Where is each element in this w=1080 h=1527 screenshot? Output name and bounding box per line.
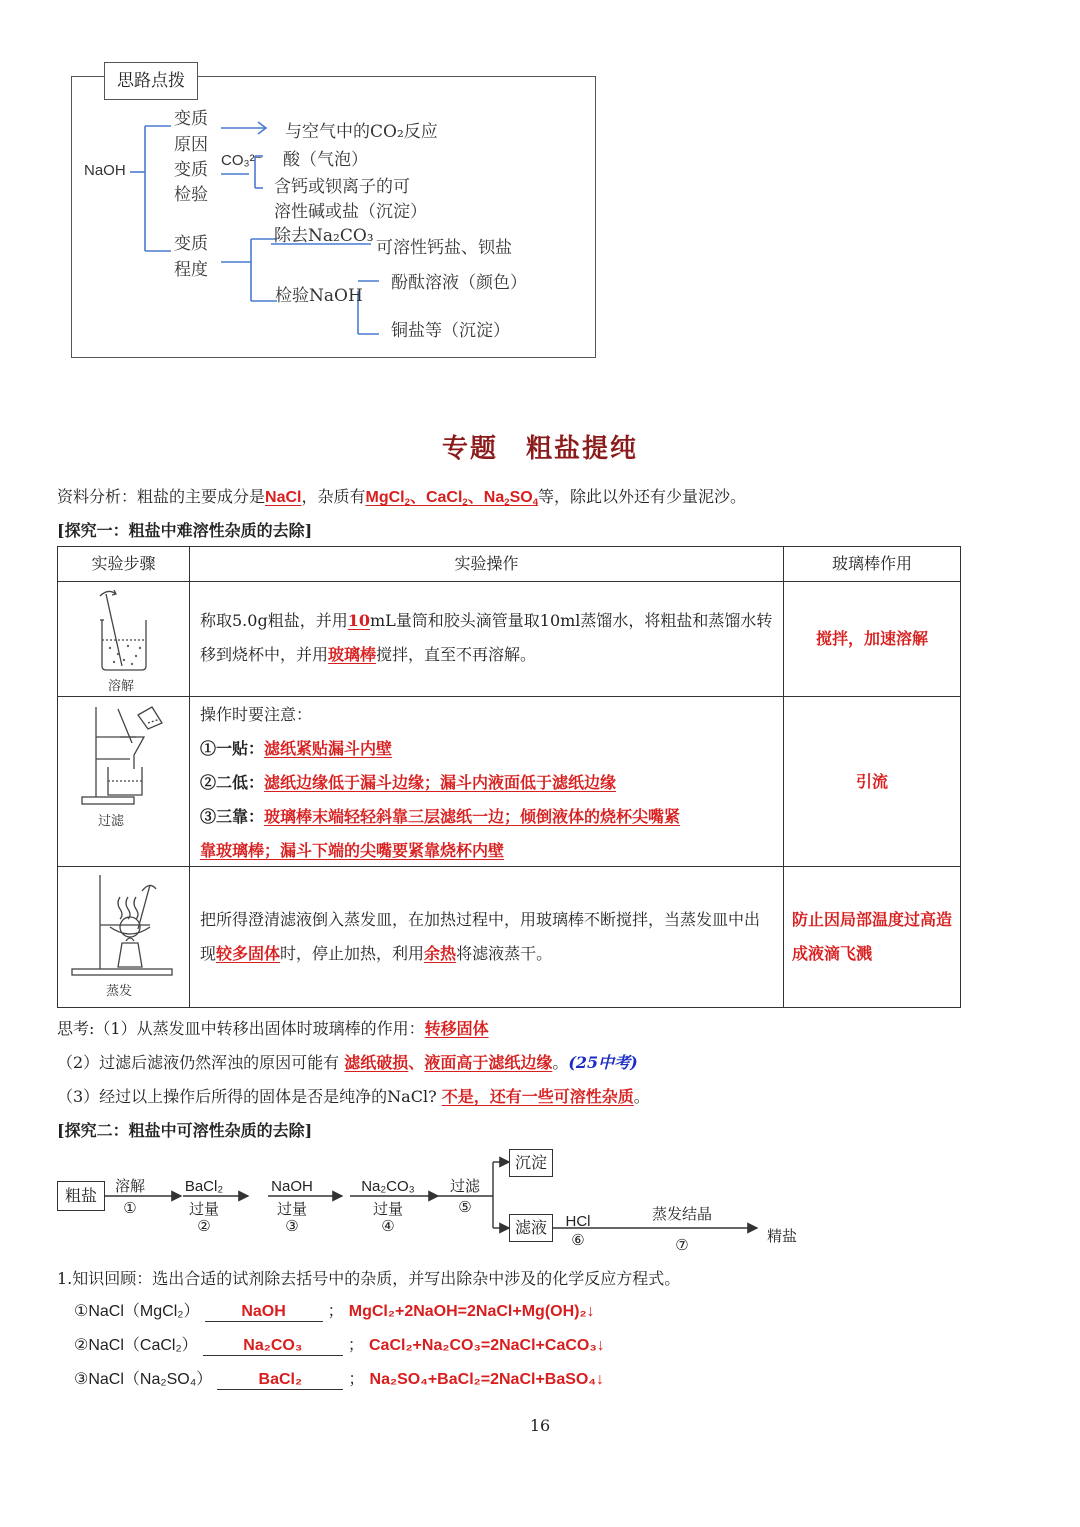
op-evaporate-cell <box>189 866 784 1008</box>
review-intro: 1.知识回顾：选出合适的试剂除去括号中的杂质，并写出除杂中涉及的化学反应方程式。 <box>57 1269 681 1288</box>
ion-label: CO₃²⁻ <box>221 152 263 169</box>
step-dissolve-cell <box>57 581 190 697</box>
flow-s2-bot: 过量 <box>188 1200 219 1218</box>
flow-s3-bot: 过量 <box>276 1200 307 1218</box>
use-evaporate: 防止因局部温度过高造成液滴飞溅 <box>783 866 961 1008</box>
op-dissolve-blank: 10 <box>347 611 370 630</box>
review-reagent-1: NaOH <box>205 1303 323 1322</box>
think-q1: 思考:（1）从蒸发皿中转移出固体时玻璃棒的作用：转移固体 <box>57 1019 489 1038</box>
section-2-heading: [探究二：粗盐中可溶性杂质的去除] <box>57 1121 313 1140</box>
exam-note: (25中考) <box>568 1053 638 1072</box>
flow-s6-top: HCl <box>565 1213 591 1230</box>
op-evap-red2: 余热 <box>424 944 457 963</box>
use-dissolve: 搅拌，加速溶解 <box>783 581 961 697</box>
flow-s3-top: NaOH <box>271 1178 313 1195</box>
flow-s4-bot: 过量 <box>372 1200 403 1218</box>
check-label-2: 检验 <box>174 185 208 205</box>
remove-label: 除去Na₂CO₃ <box>274 226 374 246</box>
flow-s7-top: 蒸发结晶 <box>651 1205 712 1223</box>
op-evap-b: 时，停止加热，利用 <box>280 944 425 963</box>
test-item-1: 酚酞溶液（颜色） <box>391 273 527 293</box>
check-label-1: 变质 <box>174 160 208 180</box>
review-eq-2: CaCl₂+Na₂CO₃=2NaCl+CaCO₃↓ <box>368 1337 605 1354</box>
review-item-2: ②NaCl（CaCl₂） Na₂CO₃ ； CaCl₂+Na₂CO₃=2NaCl+CaCO₃↓ <box>74 1335 605 1354</box>
op-filter-line-2: ②二低：滤纸边缘低于漏斗边缘；漏斗内液面低于滤纸边缘 <box>200 773 617 792</box>
op-filter-line-3: ③三靠：玻璃棒末端轻轻斜靠三层滤纸一边；倾倒液体的烧杯尖嘴紧 <box>200 807 681 826</box>
flow-s1-top: 溶解 <box>114 1177 145 1195</box>
check-item-1: 酸（气泡） <box>283 150 368 170</box>
step-evaporate-cell <box>57 866 190 1008</box>
review-item-1: ①NaCl（MgCl₂） NaOH ； MgCl₂+2NaOH=2NaCl+Mg(OH)₂↓ <box>74 1301 595 1320</box>
intro-suffix: 等，除此以外还有少量泥沙。 <box>538 487 747 506</box>
page-title: 专题 粗盐提纯 <box>441 434 638 464</box>
step-filter-cell <box>57 696 190 867</box>
filter-apparatus-icon <box>58 697 189 866</box>
impurities: MgCl$_2$、CaCl$_2$、$Na_2SO_4$ <box>365 489 539 508</box>
step-label-filter: 过滤 <box>98 814 125 829</box>
op-dissolve-b: mL量筒和胶头滴管量取10ml蒸馏水，将粗盐和蒸馏水转移到烧杯中，并用 <box>200 611 773 664</box>
mindmap-title: 思路点拨 <box>104 62 198 100</box>
review-reagent-3: BaCl₂ <box>217 1371 343 1390</box>
op-dissolve-c: 搅拌，直至不再溶解。 <box>376 645 537 664</box>
experiment-table <box>57 546 961 1008</box>
flow-s4-num: ④ <box>381 1217 395 1235</box>
intro-mid: ，杂质有 <box>301 487 366 506</box>
remove-text: 可溶性钙盐、钡盐 <box>376 238 512 258</box>
header-step: 实验步骤 <box>57 546 190 582</box>
cause-label-2: 原因 <box>174 135 208 155</box>
op-evap-c: 将滤液蒸干。 <box>456 944 553 963</box>
flow-s5-num: ⑤ <box>458 1198 472 1216</box>
flow-filtrate-box: 滤液 <box>509 1214 553 1242</box>
review-reagent-2: Na₂CO₃ <box>203 1337 343 1356</box>
op-filter-cell <box>189 696 784 867</box>
op-dissolve-cell <box>189 581 784 697</box>
degree-label-2: 程度 <box>174 260 208 280</box>
op-dissolve-a: 称取5.0g粗盐，并用 <box>200 611 348 630</box>
check-item-2a: 含钙或钡离子的可 <box>274 177 410 197</box>
review-eq-1: MgCl₂+2NaOH=2NaCl+Mg(OH)₂↓ <box>348 1303 595 1320</box>
flow-start-box: 粗盐 <box>57 1181 105 1211</box>
flow-s6-num: ⑥ <box>571 1231 585 1249</box>
op-filter-line-3b: 靠玻璃棒；漏斗下端的尖嘴要紧靠烧杯内壁 <box>200 841 505 860</box>
step-label-evaporate: 蒸发 <box>106 984 133 999</box>
step-label-dissolve: 溶解 <box>108 679 135 694</box>
think-a2b: 液面高于滤纸边缘 <box>424 1053 553 1072</box>
op-evap-a: 把所得澄清滤液倒入蒸发皿，在加热过程中，用玻璃棒不断搅拌，当蒸发皿中出现 <box>200 910 761 963</box>
flow-end: 精盐 <box>766 1227 797 1245</box>
flow-precip-box: 沉淀 <box>509 1149 553 1177</box>
mindmap-root: NaOH <box>84 162 126 179</box>
flow-s4-top: Na₂CO₃ <box>361 1178 415 1195</box>
header-rod-use: 玻璃棒作用 <box>783 546 961 582</box>
use-filter: 引流 <box>783 696 961 867</box>
think-a2a: 滤纸破损 <box>344 1053 409 1072</box>
degree-label-1: 变质 <box>174 234 208 254</box>
op-filter-intro: 操作时要注意： <box>200 705 313 724</box>
flow-s3-num: ③ <box>285 1217 299 1235</box>
review-eq-3: Na₂SO₄+BaCl₂=2NaCl+BaSO₄↓ <box>369 1371 604 1388</box>
op-dissolve-red: 玻璃棒 <box>328 645 377 664</box>
think-q2: （2）过滤后滤液仍然浑浊的原因可能有 滤纸破损、液面高于滤纸边缘。(25中考) <box>57 1053 638 1072</box>
test-item-2: 铜盐等（沉淀） <box>391 321 510 341</box>
evaporate-apparatus-icon <box>58 867 189 1007</box>
flow-s5-top: 过滤 <box>449 1177 480 1195</box>
page-number: 16 <box>529 1416 551 1435</box>
header-operation: 实验操作 <box>189 546 784 582</box>
check-item-2b: 溶性碱或盐（沉淀） <box>274 202 427 222</box>
flow-s7-num: ⑦ <box>675 1236 689 1254</box>
section-1-heading: [探究一：粗盐中难溶性杂质的去除] <box>57 521 313 540</box>
review-item-3: ③NaCl（Na₂SO₄） BaCl₂ ； Na₂SO₄+BaCl₂=2NaCl+BaSO₄↓ <box>74 1369 604 1388</box>
op-filter-line-1: ①一贴：滤纸紧贴漏斗内壁 <box>200 739 393 758</box>
cause-label-1: 变质 <box>174 109 208 129</box>
think-q3: （3）经过以上操作后所得的固体是否是纯净的NaCl? 不是，还有一些可溶性杂质。 <box>57 1087 650 1106</box>
flow-s2-top: BaCl₂ <box>184 1178 224 1195</box>
intro-main: NaCl <box>265 489 302 506</box>
test-label: 检验NaOH <box>275 286 363 306</box>
op-evap-red1: 较多固体 <box>216 944 281 963</box>
flow-s1-num: ① <box>123 1199 137 1217</box>
think-a1: 转移固体 <box>424 1019 489 1038</box>
think-a3: 不是，还有一些可溶性杂质 <box>441 1087 634 1106</box>
flow-s2-num: ② <box>197 1217 211 1235</box>
dissolve-apparatus-icon <box>58 582 189 696</box>
intro-prefix: 资料分析：粗盐的主要成分是 <box>57 487 266 506</box>
intro-line <box>57 484 746 508</box>
cause-text: 与空气中的CO₂反应 <box>285 122 438 142</box>
